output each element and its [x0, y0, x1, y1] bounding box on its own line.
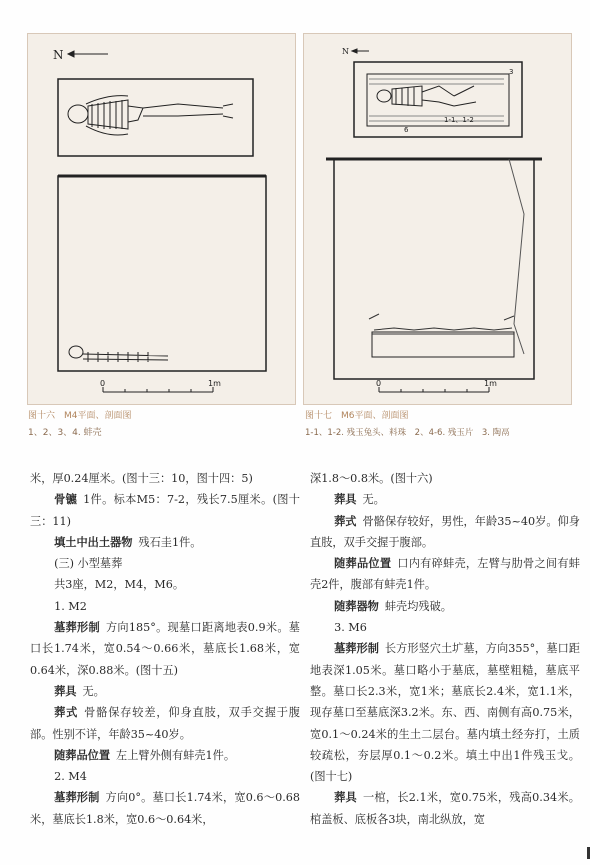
scale-zero-label: 0 — [376, 379, 382, 388]
north-arrow-head — [68, 51, 74, 57]
paragraph — [310, 511, 580, 554]
scale-bar — [103, 387, 213, 392]
paragraph — [30, 468, 300, 489]
paragraph-text: 2. M4 — [54, 770, 87, 784]
paragraph-text: 一棺，长2.1米，宽0.75米，残高0.34米。棺盖板、底板各3块，南北纵放，宽 — [310, 791, 580, 826]
paragraph-heading: 墓葬形制 — [334, 642, 379, 656]
paragraph-text: 方向0°。墓口长1.74米，宽0.6～0.68米，墓底长1.8米，宽0.6～0.64米， — [30, 791, 300, 826]
paragraph — [310, 489, 580, 510]
paragraph — [310, 468, 580, 489]
paragraph-text: 骨骼保存较好，男性，年龄35~40岁。仰身直肢，双手交握于腹部。 — [310, 514, 580, 549]
paragraph-heading: 墓葬形制 — [54, 791, 100, 805]
m6-plan-section-drawing — [304, 34, 571, 404]
paragraph — [30, 617, 300, 681]
coffin-plan-outline — [367, 74, 509, 126]
paragraph — [30, 766, 300, 787]
paragraph-text: (三) 小型墓葬 — [54, 557, 123, 571]
paragraph — [30, 553, 300, 574]
paragraph — [30, 745, 300, 766]
scale-bar — [379, 387, 489, 392]
paragraph-heading: 填土中出土器物 — [54, 535, 133, 549]
north-label: N — [53, 48, 64, 62]
paragraph-text: 方向185°。现墓口距离地表0.9米。墓口长1.74米，宽0.54～0.66米，墓底长1.68米，宽0.64米，深0.88米。(图十五) — [30, 621, 300, 677]
paragraph-heading: 葬式 — [54, 706, 79, 720]
grave-section-outline — [326, 159, 542, 379]
paragraph-heading: 葬具 — [54, 684, 77, 698]
figure-16-drawing — [27, 33, 296, 405]
artifact-label-1: 1-1、1-2 — [444, 116, 474, 124]
paragraph-text: 共3座，M2，M4，M6。 — [54, 578, 185, 592]
paragraph-text: 3. M6 — [334, 621, 367, 635]
paragraph-heading: 葬具 — [334, 493, 357, 507]
figure-16-caption: 图十六 M4平面、剖面图 — [28, 411, 132, 421]
paragraph — [30, 596, 300, 617]
paragraph-text: 蚌壳均残破。 — [384, 599, 452, 613]
artifact-label-6: 6 — [404, 126, 409, 134]
paragraph — [30, 489, 300, 532]
left-text-column — [30, 468, 300, 830]
paragraph — [30, 681, 300, 702]
grave-section-outline — [58, 176, 266, 371]
skeleton-section-icon — [69, 346, 168, 362]
paragraph — [310, 553, 580, 596]
north-arrow-head — [352, 49, 357, 53]
paragraph-heading: 随葬器物 — [334, 599, 379, 613]
paragraph-heading: 随葬品位置 — [334, 557, 392, 571]
paragraph-heading: 骨镳 — [54, 493, 78, 507]
paragraph-heading: 葬具 — [334, 791, 357, 805]
figure-16-legend: 1、2、3、4. 蚌壳 — [28, 428, 102, 438]
paragraph — [30, 574, 300, 595]
scale-one-meter-label: 1m — [208, 379, 221, 388]
figure-17-legend: 1-1、1-2. 残玉兔头、料珠 2、4-6. 残玉片 3. 陶鬲 — [305, 428, 510, 438]
scale-one-meter-label: 1m — [484, 379, 497, 388]
figure-17-drawing — [303, 33, 572, 405]
paragraph-heading: 墓葬形制 — [54, 621, 100, 635]
paragraph — [30, 787, 300, 830]
paragraph-text: 深1.8～0.8米。(图十六) — [310, 472, 433, 485]
paragraph — [310, 617, 580, 638]
skeleton-plan-icon — [68, 96, 233, 135]
paragraph-heading: 葬式 — [334, 514, 357, 528]
paragraph — [30, 702, 300, 745]
scale-zero-label: 0 — [100, 379, 106, 388]
paragraph — [310, 787, 580, 830]
paragraph — [310, 638, 580, 787]
coffin-section-outline — [372, 332, 514, 357]
right-text-column — [310, 468, 580, 830]
paragraph — [30, 532, 300, 553]
paragraph-text: 骨骼保存较差，仰身直肢，双手交握于腹部。性别不详，年龄35~40岁。 — [30, 706, 300, 741]
paragraph-text: 长方形竖穴土圹墓，方向355°，墓口距地表深1.05米。墓口略小于墓底，墓壁粗糙，墓底平整。墓口长2.3米，宽1米；墓底长2.4米，宽1.1米，现存墓口至墓底深3.2米。东、西、南侧有高0.75米，宽0.1～0.24米的生土二层台。墓内填土经夯打，土质较疏松，夯层厚0.1～0.2米。填土中出1件残玉戈。(图十七) — [310, 642, 580, 784]
m4-plan-section-drawing — [28, 34, 295, 404]
paragraph-text: 口内有碎蚌壳，左臂与肋骨之间有蚌壳2件，腹部有蚌壳1件。 — [310, 557, 580, 592]
paragraph — [310, 596, 580, 617]
paragraph-text: 无。 — [82, 684, 105, 698]
paragraph-text: 无。 — [362, 493, 385, 507]
paragraph-text: 1. M2 — [54, 599, 87, 613]
skeleton-plan-icon — [377, 86, 476, 106]
paragraph-heading: 随葬品位置 — [54, 748, 111, 762]
paragraph-text: 残石圭1件。 — [138, 535, 202, 549]
figure-17-caption: 图十七 M6平面、剖面图 — [305, 411, 409, 421]
artifact-label-3: 3 — [509, 68, 514, 76]
paragraph-text: 米，厚0.24厘米。(图十三：10，图十四：5) — [30, 472, 253, 485]
paragraph-text: 1件。标本M5：7-2，残长7.5厘米。(图十三：11) — [30, 493, 300, 528]
north-label: N — [342, 47, 349, 56]
paragraph-text: 左上臂外侧有蚌壳1件。 — [116, 748, 236, 762]
